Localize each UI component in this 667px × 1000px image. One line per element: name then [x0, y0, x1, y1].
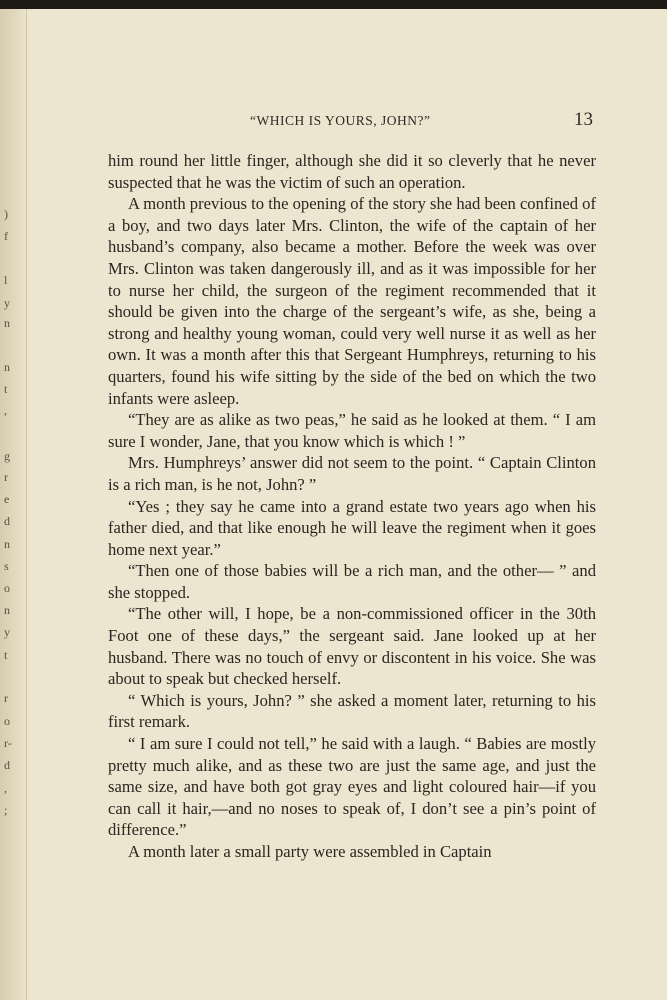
- margin-fragment: ): [4, 207, 8, 221]
- margin-fragment: r: [4, 470, 8, 484]
- margin-fragment: g: [4, 449, 10, 463]
- margin-fragment: s: [4, 559, 9, 573]
- margin-fragment: d: [4, 758, 10, 772]
- paragraph: Mrs. Humphreys’ answer did not seem to the point. “ Captain Clinton is a rich man, is he not, John? ”: [108, 453, 596, 494]
- facing-page-margin: [0, 9, 27, 1000]
- margin-fragment: n: [4, 537, 10, 551]
- running-head: [220, 105, 605, 135]
- margin-fragment: r: [4, 691, 8, 705]
- paragraph: “Yes ; they say he came into a grand estate two years ago when his father died, and that like enough he will leave the regiment when it goes home next year.”: [108, 496, 596, 559]
- chapter-title: “WHICH IS YOURS, JOHN?”: [250, 113, 431, 128]
- paragraph: “They are as alike as two peas,” he said as he looked at them. “ I am sure I wonder, Jane, that you know which is which ! ”: [108, 410, 596, 451]
- paragraph: him round her little finger, although she did it so cleverly that he never suspected that he was the victim of such an operation.: [108, 151, 596, 192]
- margin-fragment: ;: [4, 803, 8, 817]
- margin-fragment: ,: [4, 781, 7, 795]
- margin-fragment: y: [4, 296, 10, 310]
- paragraph: A month previous to the opening of the story she had been confined of a boy, and two days later Mrs. Clinton, the wife of the captain of her husband’s company, also became a mother. Before the week was over Mrs. Clinton was taken dangerously ill, and as it was impossible for her to nurse her child, the surgeon of the regiment recommended that it should be given into the charge of the sergeant’s wife, as she, being a strong and healthy young woman, could very well nurse it as well as her own. It was a month after this that Sergeant Humphreys, returning to his quarters, found his wife sitting by the side of the bed on which the two infants were asleep.: [108, 194, 596, 408]
- margin-fragment: o: [4, 714, 10, 728]
- margin-fragment: f: [4, 229, 8, 243]
- scan-top-edge: [0, 0, 667, 9]
- margin-fragment: e: [4, 492, 10, 506]
- margin-fragment: n: [4, 316, 10, 330]
- margin-fragment: t: [4, 648, 8, 662]
- paragraph: “Then one of those babies will be a rich man, and the other— ” and she stopped.: [108, 561, 596, 602]
- paragraph: “The other will, I hope, be a non-commissioned officer in the 30th Foot one of these days,” the sergeant said. Jane looked up at her husband. There was no touch of envy or discontent in his voice. She was about to speak but checked herself.: [108, 604, 596, 689]
- margin-fragment: t: [4, 382, 8, 396]
- margin-fragment: d: [4, 514, 10, 528]
- margin-fragment: y: [4, 625, 10, 639]
- paragraph: A month later a small party were assembled in Captain: [128, 842, 492, 861]
- page-number: 13: [574, 109, 593, 130]
- margin-fragment: r-: [4, 736, 12, 750]
- paragraph: “ I am sure I could not tell,” he said with a laugh. “ Babies are mostly pretty much alike, and as these two are just the same age, and just the same size, and have both got gray eyes and light coloured hair—if you can call it hair,—and no noses to speak of, I don’t see a pin’s point of difference.”: [108, 734, 596, 840]
- margin-fragment: n: [4, 603, 10, 617]
- margin-fragment: ,: [4, 403, 7, 417]
- body-text: [108, 150, 596, 863]
- margin-fragment: o: [4, 581, 10, 595]
- margin-fragment: n: [4, 360, 10, 374]
- paragraph: “ Which is yours, John? ” she asked a moment later, returning to his first remark.: [108, 690, 596, 732]
- margin-fragment: l: [4, 273, 8, 287]
